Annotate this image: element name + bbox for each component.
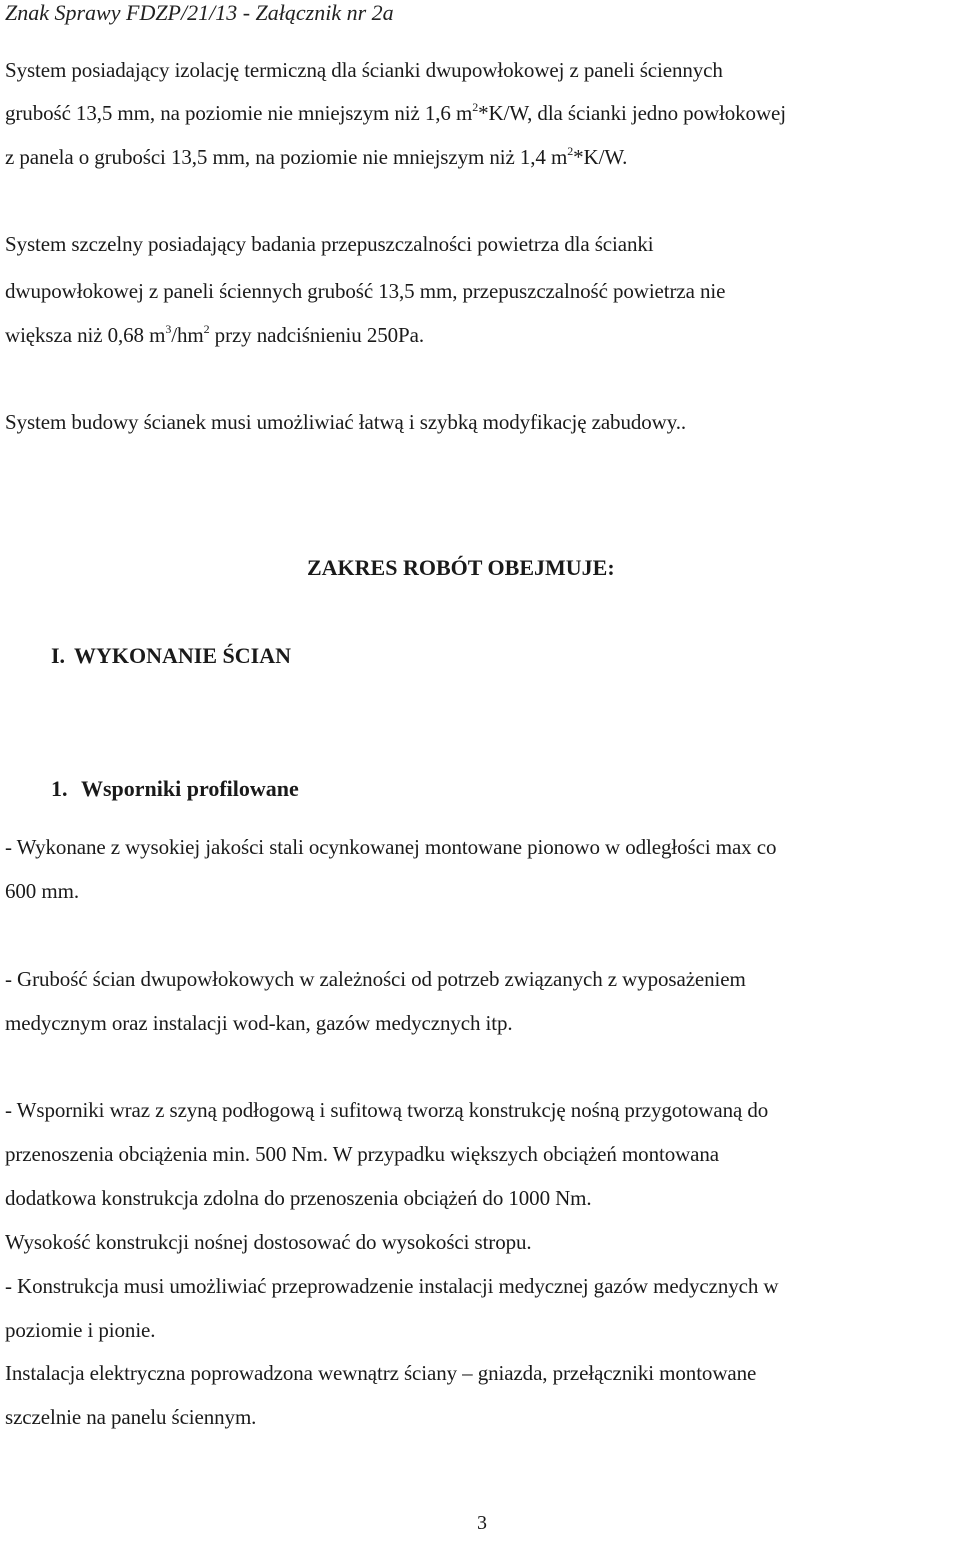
item-c-line2: przenoszenia obciążenia min. 500 Nm. W przypadku większych obciążeń montowana bbox=[5, 1142, 720, 1166]
item-e-line2: szczelnie na panelu ściennym. bbox=[5, 1405, 257, 1429]
para1-line1: System posiadający izolację termiczną dla ścianki dwupowłokowej z paneli ściennych bbox=[5, 58, 723, 82]
item-c-line3: dodatkowa konstrukcja zdolna do przenoszenia obciążeń do 1000 Nm. bbox=[5, 1186, 592, 1210]
scope-heading: ZAKRES ROBÓT OBEJMUJE: bbox=[307, 555, 615, 580]
section-title: WYKONANIE ŚCIAN bbox=[74, 643, 291, 668]
subsection-number: 1. bbox=[51, 776, 68, 801]
item-b-line2: medycznym oraz instalacji wod-kan, gazów medycznych itp. bbox=[5, 1011, 513, 1035]
item-a-line2: 600 mm. bbox=[5, 879, 79, 903]
para2-line2: dwupowłokowej z paneli ściennych grubość 13,5 mm, przepuszczalność powietrza nie bbox=[5, 279, 726, 303]
para2-line1: System szczelny posiadający badania przepuszczalności powietrza dla ścianki bbox=[5, 232, 654, 256]
document-header: Znak Sprawy FDZP/21/13 - Załącznik nr 2a bbox=[5, 0, 394, 25]
para1-line3: z panela o grubości 13,5 mm, na poziomie nie mniejszym niż 1,4 $m^2*K/W$. bbox=[5, 144, 628, 169]
item-e-line1: Instalacja elektryczna poprowadzona wewnątrz ściany – gniazda, przełączniki montowane bbox=[5, 1361, 757, 1385]
item-c-line1: - Wsporniki wraz z szyną podłogową i sufitową tworzą konstrukcję nośną przygotowaną do bbox=[5, 1098, 769, 1122]
section-number: I. bbox=[51, 643, 66, 668]
para1-line2: grubość 13,5 mm, na poziomie nie mniejszym niż 1,6 $m^2*K/W$, dla ścianki jedno powłokowej bbox=[5, 100, 786, 125]
subsection-title: Wsporniki profilowane bbox=[81, 776, 299, 801]
item-a-line1: - Wykonane z wysokiej jakości stali ocynkowanej montowane pionowo w odległości max co bbox=[5, 835, 777, 859]
item-b-line1: - Grubość ścian dwupowłokowych w zależności od potrzeb związanych z wyposażeniem bbox=[5, 967, 746, 991]
page-number: 3 bbox=[477, 1512, 487, 1534]
para2-line3: większa niż 0,68 $m^3/hm^2$ przy nadciśnieniu 250Pa. bbox=[5, 322, 424, 347]
item-c-line4: Wysokość konstrukcji nośnej dostosować do wysokości stropu. bbox=[5, 1230, 532, 1254]
item-d-line2: poziomie i pionie. bbox=[5, 1318, 156, 1342]
item-d-line1: - Konstrukcja musi umożliwiać przeprowadzenie instalacji medycznej gazów medycznych w bbox=[5, 1274, 779, 1298]
para3-line1: System budowy ścianek musi umożliwiać łatwą i szybką modyfikację zabudowy.. bbox=[5, 410, 687, 434]
